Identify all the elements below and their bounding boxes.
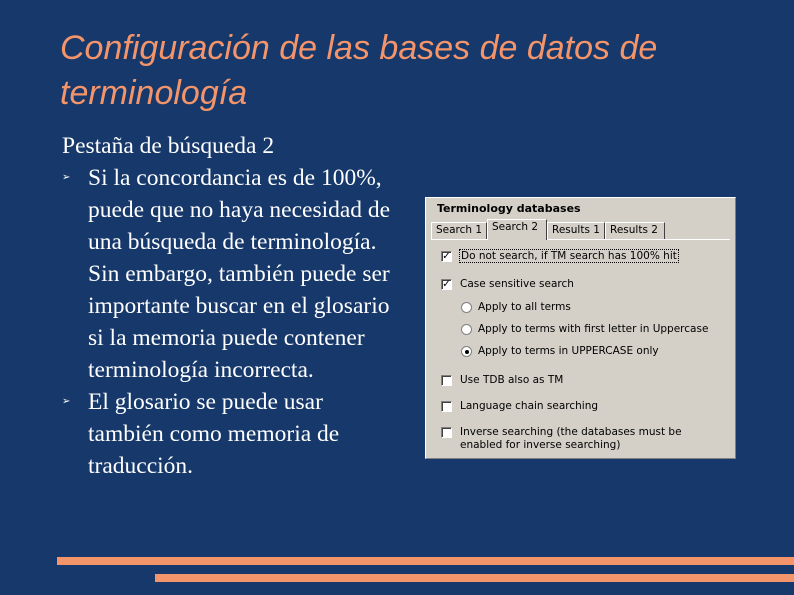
apply-first-letter-radio-option[interactable] — [461, 323, 708, 335]
bullet-text: Si la concordancia es de 100%, puede que no haya necesidad de una búsqueda de terminología. Sin embargo, también puede ser importante buscar en el glosario si la memoria puede contener terminología incorrecta. — [88, 165, 391, 383]
tab-search-2[interactable]: Search 2 — [487, 219, 547, 240]
group-label: Terminology databases — [437, 202, 581, 215]
inverse-searching-option[interactable] — [441, 426, 690, 452]
tab-search-1[interactable]: Search 1 — [431, 222, 487, 239]
checkbox-icon[interactable] — [441, 375, 452, 386]
tab-results-1[interactable]: Results 1 — [547, 222, 605, 239]
apply-all-radio-option[interactable] — [461, 301, 571, 313]
slide-body — [62, 130, 402, 482]
no-search-100-option[interactable] — [441, 250, 678, 262]
option-label: Case sensitive search — [460, 278, 574, 290]
terminology-databases-panel — [425, 197, 736, 459]
case-sensitive-option[interactable] — [441, 278, 574, 290]
radio-selected-dot — [465, 350, 469, 354]
tab-strip — [431, 219, 731, 239]
checkbox-icon[interactable]: ✓ — [442, 251, 451, 262]
lead-text: Pestaña de búsqueda 2 — [62, 133, 275, 159]
bullet-item — [62, 386, 402, 482]
option-label: Language chain searching — [460, 400, 599, 412]
language-chain-option[interactable] — [441, 400, 598, 412]
bullet-text: El glosario se puede usar también como memoria de traducción. — [88, 389, 340, 479]
decorative-bar-bottom — [155, 574, 794, 582]
tab-results-2[interactable]: Results 2 — [605, 222, 665, 239]
decorative-bar-top — [57, 557, 794, 565]
option-label: Apply to terms with first letter in Uppercase — [478, 323, 709, 335]
use-tdb-as-tm-option[interactable] — [441, 374, 563, 386]
radio-icon[interactable] — [461, 346, 472, 357]
option-label: Apply to terms in UPPERCASE only — [478, 345, 659, 357]
radio-icon[interactable] — [461, 302, 472, 313]
bullet-item — [62, 162, 402, 386]
slide-title: Configuración de las bases de datos de terminología — [60, 29, 658, 112]
checkbox-icon[interactable] — [441, 427, 452, 438]
option-label: Apply to all terms — [478, 301, 571, 313]
option-label: Inverse searching (the databases must be enabled for inverse searching) — [460, 426, 682, 451]
option-label: Use TDB also as TM — [460, 374, 564, 386]
checkbox-icon[interactable]: ✓ — [442, 279, 451, 290]
arrow-bullet-icon: ➢ — [62, 172, 71, 183]
checkbox-icon[interactable] — [441, 401, 452, 412]
radio-icon[interactable] — [461, 324, 472, 335]
tab-content — [431, 239, 730, 452]
option-label: Do not search, if TM search has 100% hit — [461, 250, 677, 262]
apply-uppercase-radio-option[interactable] — [461, 345, 659, 357]
arrow-bullet-icon: ➢ — [62, 396, 71, 407]
